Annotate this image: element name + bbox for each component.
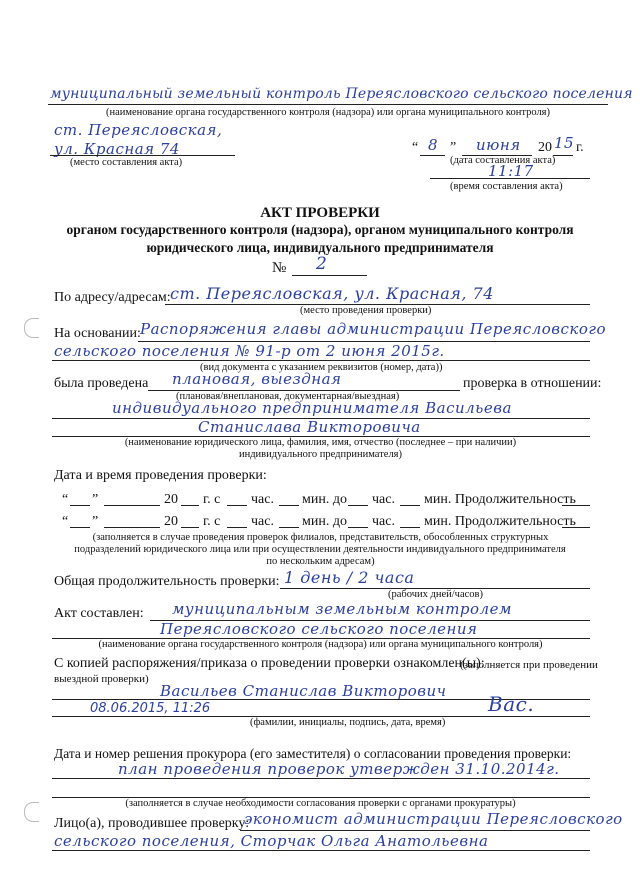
row1-from: г. с	[203, 492, 221, 507]
prosecutor-value: план проведения проверок утвержден 31.10.2014г.	[118, 760, 560, 778]
row1-quote-close: ”	[92, 492, 99, 507]
row2-dur-line	[562, 527, 590, 528]
datetime-caption-1: (заполняется в случае проведения проверок филиалов, представительств, обособленных структурных	[92, 532, 549, 543]
organ-line	[48, 104, 608, 105]
row1-hours: час.	[251, 492, 274, 507]
inspector-line1: экономист администрации Переясловского	[244, 810, 623, 828]
acquainted-label: С копией распоряжения/приказа о проведении проверки ознакомлен(ы):	[54, 656, 485, 671]
row2-hours: час.	[251, 514, 274, 529]
row2-hours2: час.	[372, 514, 395, 529]
inspector-line-a	[240, 830, 590, 831]
row1-m1-line	[279, 505, 299, 506]
address-label: По адресу/адресам:	[54, 290, 171, 305]
duration-caption: (рабочих дней/часов)	[388, 589, 483, 600]
compiled-line1: муниципальным земельным контролем	[172, 600, 512, 618]
place-caption: (место составления акта)	[70, 157, 183, 168]
conducted-caption: (плановая/внеплановая, документарная/выездная)	[176, 391, 400, 402]
row1-h2-line	[348, 505, 368, 506]
address-caption: (место проведения проверки)	[300, 305, 432, 316]
row1-min-dur: мин. Продолжительность	[424, 492, 576, 507]
acquainted-name: Васильев Станислав Викторович	[160, 682, 447, 700]
act-number: 2	[316, 254, 328, 274]
subject-caption-1: (наименование юридического лица, фамилия, имя, отчество (последнее – при наличии)	[124, 437, 517, 448]
row2-month-line	[104, 527, 160, 528]
row1-quote-open: “	[62, 492, 69, 507]
acquainted-note2: выездной проверки)	[54, 673, 149, 685]
date-year: 15	[554, 134, 575, 152]
datetime-label: Дата и время проведения проверки:	[54, 468, 267, 483]
date-year-prefix: 20	[538, 140, 552, 155]
prosecutor-caption: (заполняется в случае необходимости согласования проверки с органами прокуратуры)	[125, 798, 516, 809]
row2-from: г. с	[203, 514, 221, 529]
date-year-line	[553, 155, 573, 156]
row1-month-line	[104, 505, 160, 506]
conducted-right-label: проверка в отношении:	[463, 376, 602, 391]
row2-year: 20	[164, 514, 178, 529]
acquainted-signature: Вас.	[488, 692, 535, 716]
basis-line1: Распоряжения главы администрации Переясловского	[140, 320, 607, 338]
row2-m2-line	[400, 527, 420, 528]
time-line	[430, 178, 590, 179]
row2-min-to: мин. до	[302, 514, 347, 529]
address-value: ст. Переясловская, ул. Красная, 74	[170, 284, 494, 303]
inspector-label: Лицо(а), проводившее проверку:	[54, 816, 250, 831]
row2-m1-line	[279, 527, 299, 528]
date-year-suffix: г.	[576, 140, 584, 155]
row1-min-to: мин. до	[302, 492, 347, 507]
row2-year-line	[181, 527, 199, 528]
basis-caption: (вид документа с указанием реквизитов (номер, дата))	[200, 362, 443, 373]
row1-year: 20	[164, 492, 178, 507]
row1-dur-line	[562, 505, 590, 506]
basis-label: На основании:	[54, 326, 141, 341]
acquainted-note: (заполняется при проведении	[460, 659, 598, 671]
compiled-label: Акт составлен:	[54, 606, 144, 621]
date-caption: (дата составления акта)	[450, 155, 556, 166]
date-close-quote: ”	[450, 140, 457, 155]
place-line1: ст. Переясловская,	[54, 121, 223, 139]
organ-name-handwritten: муниципальный земельный контроль Переясловского сельского поселения	[50, 86, 633, 102]
compiled-line2: Переясловского сельского поселения	[160, 620, 478, 638]
datetime-caption-2: подразделений юридического лица или при осуществлении деятельности индивидуального предпринимателя	[74, 544, 566, 555]
duration-value: 1 день / 2 часа	[284, 568, 415, 587]
conducted-label: была проведена	[54, 376, 149, 391]
row1-day-line	[70, 505, 90, 506]
subject-line2: Станислава Викторовича	[198, 418, 421, 436]
date-day: 8	[428, 136, 439, 154]
acquainted-datetime: 08.06.2015, 11:26	[90, 701, 211, 716]
inspector-line2: сельского поселения, Сторчак Ольга Анатольевна	[54, 832, 489, 850]
datetime-caption-3: по нескольким адресам)	[266, 556, 375, 567]
row2-quote-open: “	[62, 514, 69, 529]
subject-line1: индивидуального предпринимателя Васильева	[112, 399, 512, 417]
subject-caption-2: индивидуального предпринимателя)	[238, 449, 403, 460]
basis-line-b	[52, 360, 590, 361]
duration-label: Общая продолжительность проверки:	[54, 574, 280, 589]
compiled-caption: (наименование органа государственного контроля (надзора) или органа муниципального контроля)	[98, 639, 543, 650]
place-line2: ул. Красная 74	[54, 140, 180, 158]
row1-year-line	[181, 505, 199, 506]
conducted-value: плановая, выездная	[172, 370, 342, 388]
row2-min-dur: мин. Продолжительность	[424, 514, 576, 529]
prosecutor-label: Дата и номер решения прокурора (его заместителя) о согласовании проведения проверки:	[54, 746, 572, 761]
punch-hole-bottom	[24, 802, 39, 822]
row2-h1-line	[227, 527, 247, 528]
doc-title-line3: юридического лица, индивидуального предпринимателя	[146, 240, 494, 255]
time-caption: (время составления акта)	[450, 181, 563, 192]
date-day-line	[420, 155, 445, 156]
number-sign: №	[272, 260, 287, 276]
row1-hours2: час.	[372, 492, 395, 507]
doc-title-line2: органом государственного контроля (надзора), органом муниципального контроля	[66, 222, 574, 237]
prosecutor-line-a	[52, 778, 590, 779]
place-line	[50, 155, 235, 156]
doc-title: АКТ ПРОВЕРКИ	[260, 205, 380, 221]
organ-caption: (наименование органа государственного контроля (надзора) или органа муниципального контроля)	[105, 107, 551, 118]
row2-h2-line	[348, 527, 368, 528]
row2-day-line	[70, 527, 90, 528]
row1-m2-line	[400, 505, 420, 506]
inspector-line-b	[52, 850, 590, 851]
acquainted-caption: (фамилии, инициалы, подпись, дата, время)	[250, 717, 446, 728]
row2-quote-close: ”	[92, 514, 99, 529]
time-value: 11:17	[488, 162, 534, 180]
date-open-quote: “	[412, 140, 419, 155]
number-line	[292, 275, 367, 276]
date-month: июня	[476, 136, 521, 154]
basis-line2: сельского поселения № 91-р от 2 июня 2015г.	[54, 342, 445, 360]
punch-hole-top	[24, 318, 39, 338]
row1-h1-line	[227, 505, 247, 506]
